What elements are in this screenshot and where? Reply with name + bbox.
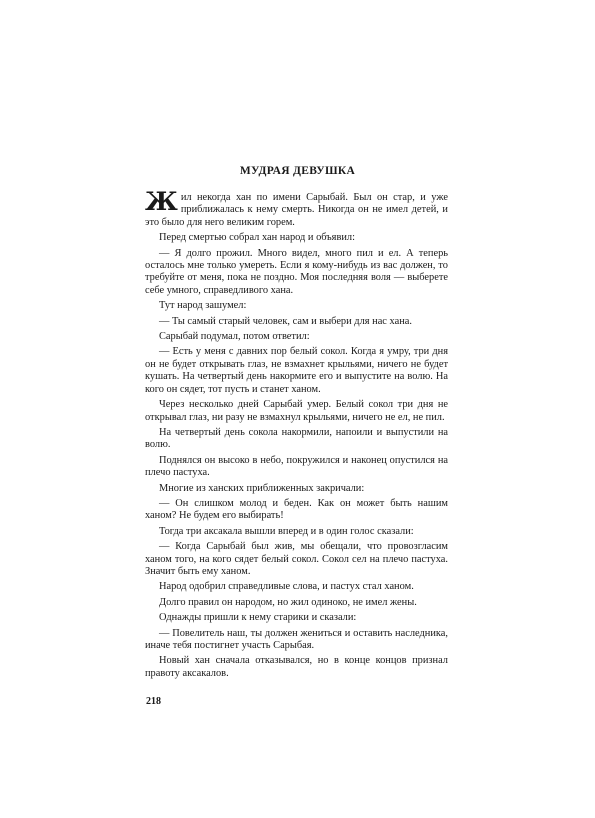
story-text [145,187,448,683]
paragraph-19: Новый хан сначала отказывался, но в конце концов признал правоту аксакалов. [145,655,448,679]
paragraph-3: — Я долго прожил. Много видел, много пил и ел. А теперь осталось мне только умереть. Если я кому-нибудь из вас должен, то требуйте от меня, пока не поздно. Моя последняя воля — выберете себе умного, справедливого хана. [145,247,448,296]
paragraph-2: Перед смертью собрал хан народ и объявил: [159,232,355,244]
story-title: МУДРАЯ ДЕВУШКА [239,165,356,177]
paragraph-16: Долго правил он народом, но жил одиноко, не имел жены. [159,596,417,608]
paragraph-1: Жил некогда хан по имени Сарыбай. Был он стар, и уже приближалась к нему смерть. Никогда он не имел детей, и это было для него великим горем. [145,187,448,228]
paragraph-10: Поднялся он высоко в небо, покружился и наконец опустился на плечо пастуха. [145,454,448,479]
paragraph-13: Тогда три аксакала вышли вперед и в один голос сказали: [159,525,414,537]
paragraph-4: Тут народ зашумел: [159,300,247,312]
paragraph-18: — Повелитель наш, ты должен жениться и оставить наследника, иначе тебя постигнет участь Сарыбая. [145,627,448,651]
paragraph-15: Народ одобрил справедливые слова, и пастух стал ханом. [159,581,414,593]
page-number: 218 [146,696,161,707]
paragraph-9: На четвертый день сокола накормили, напоили и выпустили на волю. [145,426,448,451]
paragraph-17: Однажды пришли к нему старики и сказали: [159,612,357,624]
paragraph-6: Сарыбай подумал, потом ответил: [159,331,310,343]
paragraph-11: Многие из ханских приближенных закричали: [159,482,365,494]
paragraph-14: — Когда Сарыбай был жив, мы обещали, что провозгласим ханом того, на кого сядет белый сокол. Сокол сел на плечо пастуха. Значит быть ему ханом. [145,541,448,577]
drop-cap: Ж [145,187,178,216]
paragraph-5: — Ты самый старый человек, сам и выбери для нас хана. [159,315,412,327]
paragraph-8: Через несколько дней Сарыбай умер. Белый сокол три дня не открывал глаз, ни разу не взмахнул крыльями, ничего не ел, не пил. [145,399,448,423]
paragraph-7: — Есть у меня с давних пор белый сокол. Когда я умру, три дня он не будет открывать глаз, не взмахнет крыльями, ничего не будет кушать. На четвертый день накормите его и выпустите на волю. На кого он сядет, тот пусть и станет ханом. [145,346,448,395]
paragraph-12: — Он слишком молод и беден. Как он может быть нашим ханом? Не будем его выбирать! [145,497,448,522]
